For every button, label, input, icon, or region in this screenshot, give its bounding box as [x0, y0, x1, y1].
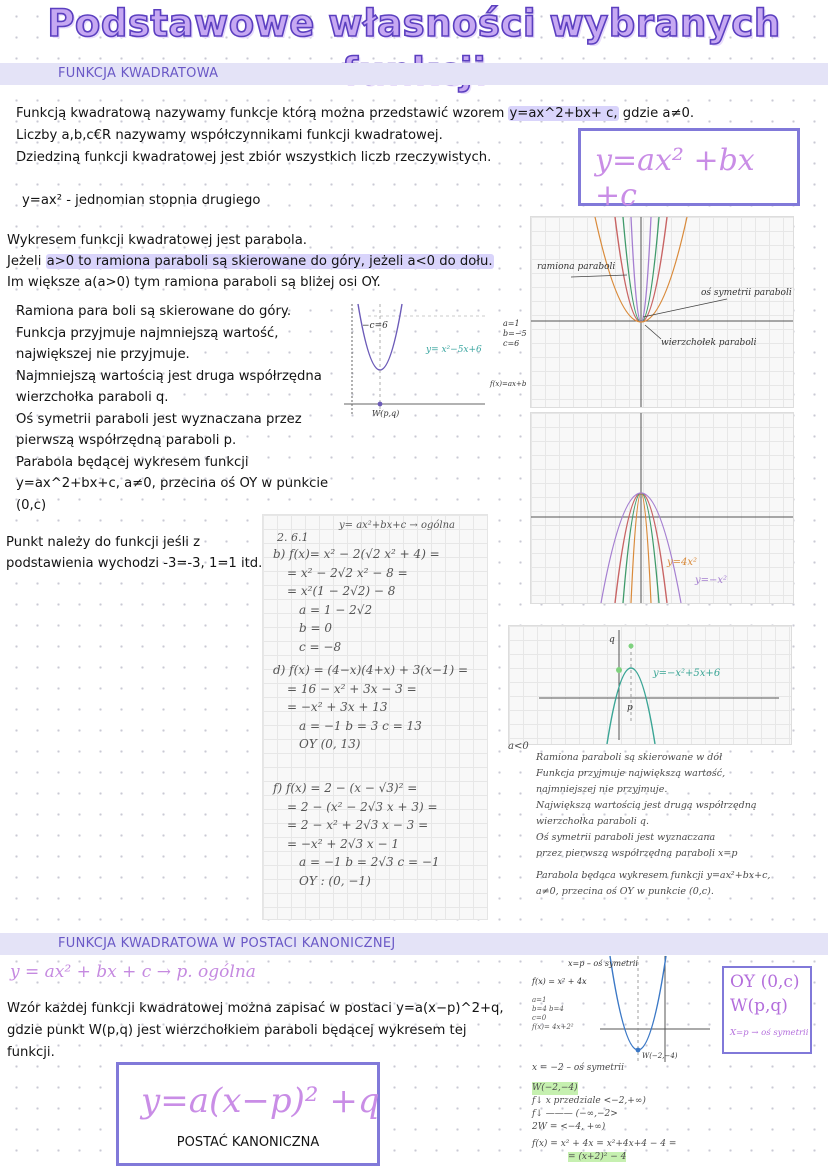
handnote-line: Największą wartością jest drugą współrzędną — [536, 800, 757, 811]
plot-label-q: q — [609, 635, 615, 645]
handnote-line: Oś symetrii paraboli jest wyznaczana — [536, 832, 716, 843]
handnote-line: przez pierwszą współrzędną paraboli x=p — [536, 848, 738, 859]
oy-box-line: OY (0,c) — [730, 972, 800, 992]
plot-downward-parabola — [508, 625, 792, 745]
math-line: b) f(x)= x² − 2(√2 x² + 4) = — [273, 547, 440, 561]
sketch2-line: f(x) = x² + 4x = x²+4x+4 − 4 = — [532, 1139, 677, 1149]
canonical-text-line-1: Wzór każdej funkcji kwadratowej można zapisać w postaci y=a(x−p)^2+q, — [7, 1001, 504, 1016]
math-line: a = −1 b = 2√3 c = −1 — [299, 855, 440, 869]
definition-text: Funkcją kwadratową nazywamy funkcje którą można przedstawić wzorem — [16, 106, 509, 121]
property-line: y=ax^2+bx+c, a≠0, przecina oś OY w punkcie — [16, 476, 329, 491]
definition-formula: y=ax^2+bx+ c, — [509, 106, 618, 121]
math-line: b = 0 — [299, 621, 332, 635]
math-notes-part-b — [273, 545, 440, 656]
sketch2-var: c=0 — [532, 1014, 547, 1022]
math-notes-part-f — [273, 779, 440, 890]
section-heading-text: FUNKCJA KWADRATOWA W POSTACI KANONICZNEJ — [58, 936, 396, 951]
handnote-line: najmniejszej nie przyjmuje. — [536, 784, 668, 795]
sketch1-label-c: −c=6 — [362, 321, 388, 331]
math-line: a = 1 − 2√2 — [299, 602, 373, 617]
property-line: (0,c) — [16, 497, 47, 513]
page-title: Podstawowe własności wybranych — [47, 2, 781, 45]
handnote-line: Ramiona paraboli są skierowane w dół — [536, 752, 723, 763]
math-line: f) f(x) = 2 − (x − √3)² = — [273, 781, 418, 795]
oy-box-line: X=p → oś symetrii — [730, 1028, 809, 1038]
canonical-form-label: POSTAĆ KANONICZNA — [176, 1135, 320, 1150]
math-line: = 2 − x² + 2√3 x − 3 = — [287, 818, 429, 832]
handnote-line: wierzchołka paraboli q. — [536, 816, 649, 827]
general-form-box — [578, 128, 800, 213]
sketch1-label-formula: y= x²−5x+6 — [426, 345, 482, 355]
properties-list — [16, 301, 328, 516]
property-line: Funkcja przyjmuje najmniejszą wartość, — [16, 325, 279, 341]
sketch-parabola-1-svg — [340, 296, 540, 421]
sketch-parabola-2 — [530, 954, 715, 1064]
math-notes-header: y= ax²+bx+c → ogólna — [339, 520, 455, 531]
canonical-text-line-2: gdzie punkt W(p,q) jest wierzchołkiem paraboli będącej wykresem tej — [7, 1023, 467, 1038]
math-notes-part-d — [273, 661, 468, 754]
sketch-parabola-2-svg — [530, 954, 715, 1064]
math-line: OY (0, 13) — [299, 737, 361, 751]
graph-line-1: Wykresem funkcji kwadratowej jest parabola. — [7, 233, 307, 248]
sketch2-line: f↓ x przedziale <−2,+∞) — [532, 1096, 646, 1106]
plot-downward-parabola-svg — [509, 626, 791, 744]
oy-box-line: W(p,q) — [730, 996, 788, 1016]
definition-line-2: Liczby a,b,c€R nazywamy współczynnikami funkcji kwadratowej. — [16, 128, 443, 143]
canonical-text-line-3: funkcji. — [7, 1045, 55, 1060]
photo-parabolas-down — [530, 412, 794, 604]
point-note-line-2: podstawienia wychodzi -3=-3, 1=1 itd. — [6, 556, 263, 571]
photo2-label-a: y=4x² — [667, 557, 698, 568]
point-note-line-1: Punkt należy do funkcji jeśli z — [6, 535, 201, 550]
handnote-line: Funkcja przyjmuje największą wartość, — [536, 768, 726, 779]
sketch2-line-vertex: W(−2,−4) — [532, 1083, 578, 1093]
definition-condition: gdzie a≠0. — [618, 106, 695, 121]
property-line: Parabola będącej wykresem funkcji — [16, 454, 249, 470]
photo-parabolas-down-svg — [531, 413, 793, 603]
oy-box — [722, 966, 812, 1054]
math-line: = x² − 2√2 x² − 8 = — [287, 565, 408, 580]
sketch1-coeff-c: c=6 — [503, 339, 520, 348]
general-form-formula: y=ax² +bx +c — [595, 143, 755, 213]
monomial-description: - jednomian stopnia drugiego — [62, 193, 261, 208]
sketch2-var: a=1 — [532, 996, 547, 1004]
section-heading-text: FUNKCJA KWADRATOWA — [58, 66, 219, 81]
sketch2-result: = (x+2)² − 4 — [568, 1152, 627, 1162]
sketch2-line-result — [532, 1151, 676, 1164]
photo-parabolas-up — [530, 216, 794, 408]
property-line: Ramiona para boli są skierowane do góry. — [16, 304, 292, 319]
plot-label-formula: y=−x²+5x+6 — [653, 668, 721, 679]
math-line: = x²(1 − 2√2) − 8 — [287, 584, 396, 598]
photo-parabolas-up-svg — [531, 217, 793, 407]
section-heading-canonical — [0, 933, 828, 955]
math-line: = −x² + 2√3 x − 1 — [287, 836, 400, 851]
sketch2-var: b=4 b=4 — [532, 1005, 564, 1013]
section-heading-quadratic — [0, 63, 828, 85]
math-line: = 2 − (x² − 2√3 x + 3) = — [287, 799, 438, 814]
property-line: największej nie przyjmuje. — [16, 347, 190, 362]
property-line: wierzchołka paraboli q. — [16, 390, 169, 405]
photo1-label-vertex: wierzchołek paraboli — [661, 338, 757, 348]
monomial-formula: y=ax² — [22, 193, 63, 208]
handnote-block — [536, 750, 792, 900]
plot-label-p: p — [627, 703, 633, 713]
sketch2-label-vertex: W(−2,−4) — [642, 1052, 678, 1060]
property-line: Oś symetrii paraboli jest wyznaczana przez — [16, 411, 302, 427]
graph-line-3: Im większe a(a>0) tym ramiona paraboli są bliżej osi OY. — [7, 275, 381, 290]
definition-line-3: Dziedziną funkcji kwadratowej jest zbiór wszystkich liczb rzeczywistych. — [16, 150, 492, 165]
sketch-parabola-1 — [340, 296, 540, 421]
photo1-label-axis: oś symetrii paraboli — [701, 288, 792, 298]
canonical-form-formula: y=a(x−p)² +q — [141, 1081, 380, 1121]
canonical-form-box — [116, 1062, 380, 1166]
math-line: d) f(x) = (4−x)(4+x) + 3(x−1) = — [273, 663, 469, 677]
sketch2-var: f(x)= 4x+2² — [532, 1023, 574, 1031]
math-line: OY : (0, −1) — [299, 873, 371, 888]
sketch1-label-vertex: W(p,q) — [372, 409, 400, 418]
photo2-label-b: y=−x² — [695, 575, 728, 586]
math-notes — [262, 514, 488, 920]
sketch2-label-top: x=p – oś symetrii — [568, 959, 638, 968]
property-line: Najmniejszą wartością jest druga współrzędna — [16, 368, 322, 384]
sketch2-label-fx: f(x) = x² + 4x — [532, 977, 587, 986]
sketch2-line: 2W = <−4, +∞) — [532, 1122, 606, 1132]
graph-line-2-highlight: a>0 to ramiona paraboli są skierowane do góry, jeżeli a<0 do dołu. — [46, 254, 493, 269]
definition-line-1 — [16, 103, 694, 125]
handnote-line: a≠0, przecina oś OY w punkcie (0,c). — [536, 886, 714, 897]
monomial-line — [22, 190, 260, 212]
math-line: a = −1 b = 3 c = 13 — [299, 718, 422, 733]
sketch1-label-fx: f(x)=ax+b — [490, 380, 527, 388]
math-line: = −x² + 3x + 13 — [287, 700, 388, 714]
sketch2-notes — [532, 1062, 676, 1164]
sketch2-line: f↓ ——— (−∞,−2> — [532, 1109, 618, 1119]
handnote-condition: a<0 — [508, 741, 529, 752]
general-form-handwritten: y = ax² + bx + c → p. ogólna — [10, 962, 256, 982]
graph-line-2 — [7, 251, 494, 273]
graph-line-2-start: Jeżeli — [7, 254, 46, 269]
sketch2-line: x = −2 – oś symetrii — [532, 1063, 624, 1073]
math-line: c = −8 — [299, 639, 342, 654]
math-line: = 16 − x² + 3x − 3 = — [287, 681, 417, 696]
photo1-label-arms: ramiona paraboli — [537, 262, 616, 272]
math-notes-exercise-number: 2. 6.1 — [277, 531, 309, 544]
handnote-line: Parabola będąca wykresem funkcji y=ax²+bx+c, — [536, 870, 771, 881]
sketch1-coeff-a: a=1 — [503, 319, 520, 328]
sketch1-coeff-b: b=−5 — [503, 329, 527, 338]
property-line: pierwszą współrzędną paraboli p. — [16, 433, 237, 448]
